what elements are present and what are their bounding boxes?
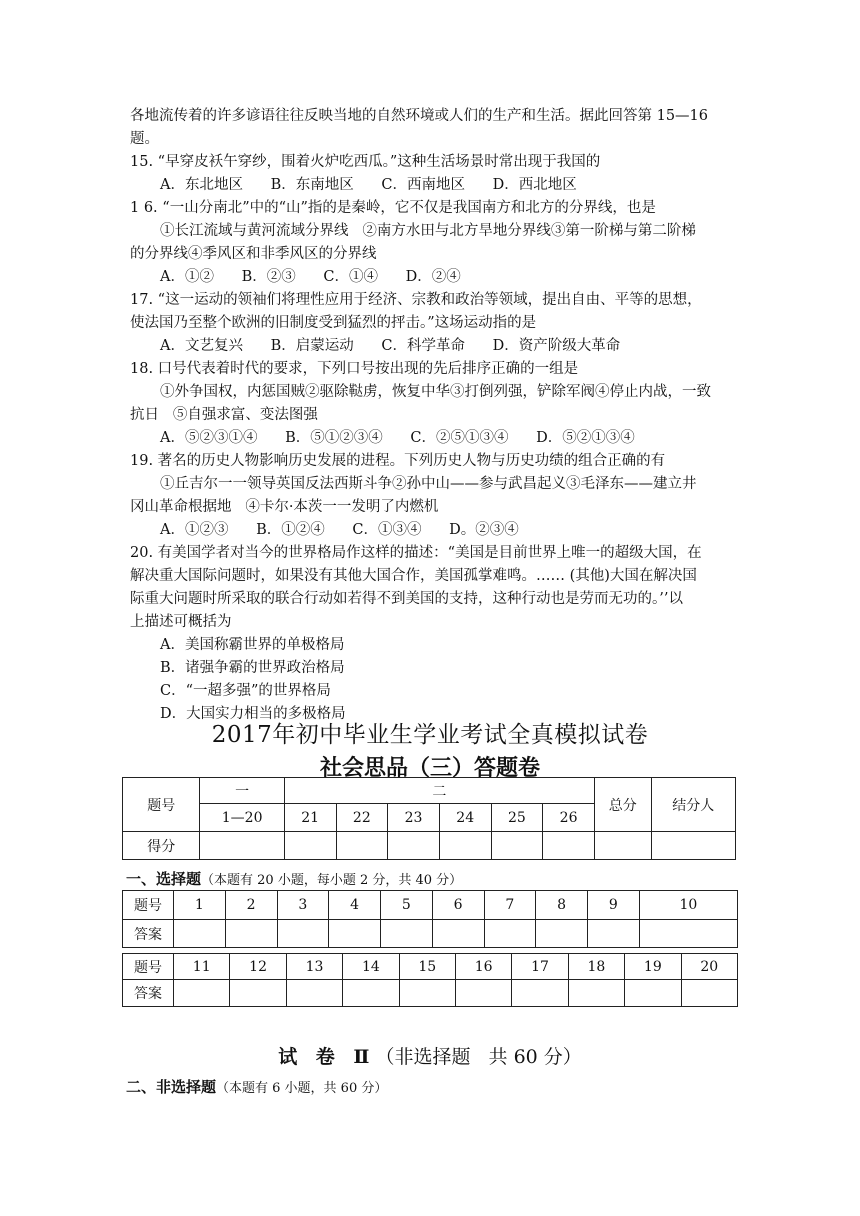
answer-cell[interactable] <box>381 920 433 948</box>
score-column: 21 <box>284 804 336 832</box>
q20-option-c: C．“一超多强”的世界格局 <box>160 683 331 699</box>
q16-stem: 1 6. “一山分南北”中的“山”指的是秦岭，它不仅是我国南方和北方的分界线，也是 <box>130 200 656 216</box>
intro-line-2: 题。 <box>130 131 159 147</box>
question-number: 16 <box>455 954 511 980</box>
q18-stem: 18. 口号代表着时代的要求，下列口号按出现的先后排序正确的一组是 <box>130 361 579 377</box>
question-number: 6 <box>432 891 484 920</box>
answer-row-label: 答案 <box>123 920 174 948</box>
question-number: 11 <box>174 954 230 980</box>
q17-line-2: 使法国乃至整个欧洲的旧制度受到猛烈的抨击。”这场运动指的是 <box>130 315 537 331</box>
answer-cell[interactable] <box>484 920 536 948</box>
score-cell[interactable] <box>491 832 543 860</box>
section-1-heading <box>126 868 462 889</box>
q15-options: A．东北地区 B．东南地区 C．西南地区 D．西北地区 <box>160 177 577 193</box>
score-column: 23 <box>388 804 440 832</box>
q20-option-d: D．大国实力相当的多极格局 <box>160 706 346 722</box>
score-column: 24 <box>439 804 491 832</box>
q20-line-2: 解决重大国际问题时，如果没有其他大国合作，美国孤掌难鸣。…… (其他)大国在解决国 <box>130 568 697 584</box>
answer-cell[interactable] <box>625 980 681 1007</box>
question-number: 13 <box>286 954 342 980</box>
exam-title: 2017年初中毕业生学业考试全真模拟试卷 <box>211 722 649 748</box>
score-cell[interactable] <box>284 832 336 860</box>
answer-grid-row-label: 题号 <box>123 954 174 980</box>
score-table <box>122 777 736 860</box>
answer-grid-1-10 <box>122 890 738 948</box>
q19-line-3: 冈山革命根据地 ④卡尔·本茨一一发明了内燃机 <box>130 499 439 515</box>
answer-cell[interactable] <box>455 980 511 1007</box>
question-number: 18 <box>568 954 624 980</box>
q19-line-2: ①丘吉尔一一领导英国反法西斯斗争②孙中山——参与武昌起义③毛泽东——建立井 <box>160 476 697 492</box>
score-cell[interactable] <box>336 832 388 860</box>
answer-cell[interactable] <box>286 980 342 1007</box>
q16-options: A．①② B．②③ C．①④ D．②④ <box>160 269 461 285</box>
score-column: 1—20 <box>200 804 284 832</box>
answer-cell[interactable] <box>639 920 737 948</box>
answer-sheet-title: 社会思品（三）答题卷 <box>319 755 540 781</box>
answer-grid-row-label: 题号 <box>123 891 174 920</box>
paper-2-title: 试 卷 Ⅱ <box>278 1046 376 1068</box>
score-column: 25 <box>491 804 543 832</box>
q19-options: A．①②③ B．①②④ C．①③④ D。②③④ <box>160 522 519 538</box>
intro-line-1: 各地流传着的许多谚语往往反映当地的自然环境或人们的生产和生活。据此回答第 15—16 <box>130 108 709 124</box>
answer-cell[interactable] <box>343 980 399 1007</box>
question-number: 17 <box>512 954 568 980</box>
answer-cell[interactable] <box>174 920 226 948</box>
q19-stem: 19. 著名的历史人物影响历史发展的进程。下列历史人物与历史功绩的组合正确的有 <box>130 453 666 469</box>
score-cell[interactable] <box>439 832 491 860</box>
section-2-title: 二、非选择题 <box>126 1078 217 1096</box>
score-cell[interactable] <box>594 832 651 860</box>
score-table-total: 总分 <box>594 778 651 832</box>
q16-line-3: 的分界线④季风区和非季风区的分界线 <box>130 246 377 262</box>
question-number: 14 <box>343 954 399 980</box>
answer-cell[interactable] <box>536 920 588 948</box>
question-number: 4 <box>329 891 381 920</box>
score-cell[interactable] <box>200 832 284 860</box>
answer-cell[interactable] <box>277 920 329 948</box>
question-number: 19 <box>625 954 681 980</box>
answer-cell[interactable] <box>512 980 568 1007</box>
question-number: 7 <box>484 891 536 920</box>
q17-options: A．文艺复兴 B．启蒙运动 C．科学革命 D．资产阶级大革命 <box>160 338 621 354</box>
score-table-row-label: 题号 <box>123 778 200 832</box>
q18-line-2: ①外争国权，内惩国贼②驱除鞑虏，恢复中华③打倒列强，铲除军阀④停止内战，一致 <box>160 384 711 400</box>
score-cell[interactable] <box>651 832 735 860</box>
question-number: 12 <box>230 954 286 980</box>
question-number: 15 <box>399 954 455 980</box>
q18-options: A．⑤②③①④ B．⑤①②③④ C．②⑤①③④ D．⑤②①③④ <box>160 430 635 446</box>
section-2-heading <box>126 1076 387 1097</box>
score-cell[interactable] <box>543 832 595 860</box>
q17-stem: 17. “这一运动的领袖们将理性应用于经济、宗教和政治等领域，提出自由、平等的思想， <box>130 292 702 308</box>
question-number: 2 <box>225 891 277 920</box>
score-column: 22 <box>336 804 388 832</box>
answer-cell[interactable] <box>174 980 230 1007</box>
section-1-title: 一、选择题 <box>126 870 202 888</box>
question-number: 10 <box>639 891 737 920</box>
answer-cell[interactable] <box>588 920 640 948</box>
answer-cell[interactable] <box>681 980 737 1007</box>
score-cell[interactable] <box>388 832 440 860</box>
answer-cell[interactable] <box>568 980 624 1007</box>
answer-row-label: 答案 <box>123 980 174 1007</box>
q20-line-4: 上描述可概括为 <box>130 614 232 630</box>
question-number: 8 <box>536 891 588 920</box>
answer-cell[interactable] <box>399 980 455 1007</box>
q15-stem: 15. “早穿皮袄午穿纱，围着火炉吃西瓜。”这种生活场景时常出现于我国的 <box>130 154 601 170</box>
q20-line-3: 际重大问题时所采取的联合行动如若得不到美国的支持，这种行动也是劳而无功的。’’以 <box>130 591 683 607</box>
paper-2-subtitle: （非选择题 共 60 分） <box>375 1046 582 1068</box>
q16-line-2: ①长江流域与黄河流域分界线 ②南方水田与北方旱地分界线③第一阶梯与第二阶梯 <box>160 223 696 239</box>
score-table-grader: 结分人 <box>651 778 735 832</box>
answer-cell[interactable] <box>432 920 484 948</box>
paper-2-heading <box>0 1042 860 1069</box>
score-table-part-2: 二 <box>284 778 594 804</box>
answer-cell[interactable] <box>230 980 286 1007</box>
question-number: 5 <box>381 891 433 920</box>
answer-cell[interactable] <box>225 920 277 948</box>
q20-stem: 20. 有美国学者对当今的世界格局作这样的描述：“美国是目前世界上唯一的超级大国，在 <box>130 545 702 561</box>
question-number: 3 <box>277 891 329 920</box>
question-number: 1 <box>174 891 226 920</box>
score-row-label: 得分 <box>123 832 200 860</box>
question-number: 9 <box>588 891 640 920</box>
answer-cell[interactable] <box>329 920 381 948</box>
score-table-part-1: 一 <box>200 778 284 804</box>
question-number: 20 <box>681 954 737 980</box>
section-2-note: （本题有 6 小题，共 60 分） <box>216 1081 388 1096</box>
section-1-note: （本题有 20 小题，每小题 2 分，共 40 分） <box>201 873 463 888</box>
q20-option-b: B．诸强争霸的世界政治格局 <box>160 660 345 676</box>
q20-option-a: A．美国称霸世界的单极格局 <box>160 637 345 653</box>
score-column: 26 <box>543 804 595 832</box>
answer-grid-11-20 <box>122 953 738 1007</box>
q18-line-3: 抗日 ⑤自强求富、变法图强 <box>130 407 318 423</box>
